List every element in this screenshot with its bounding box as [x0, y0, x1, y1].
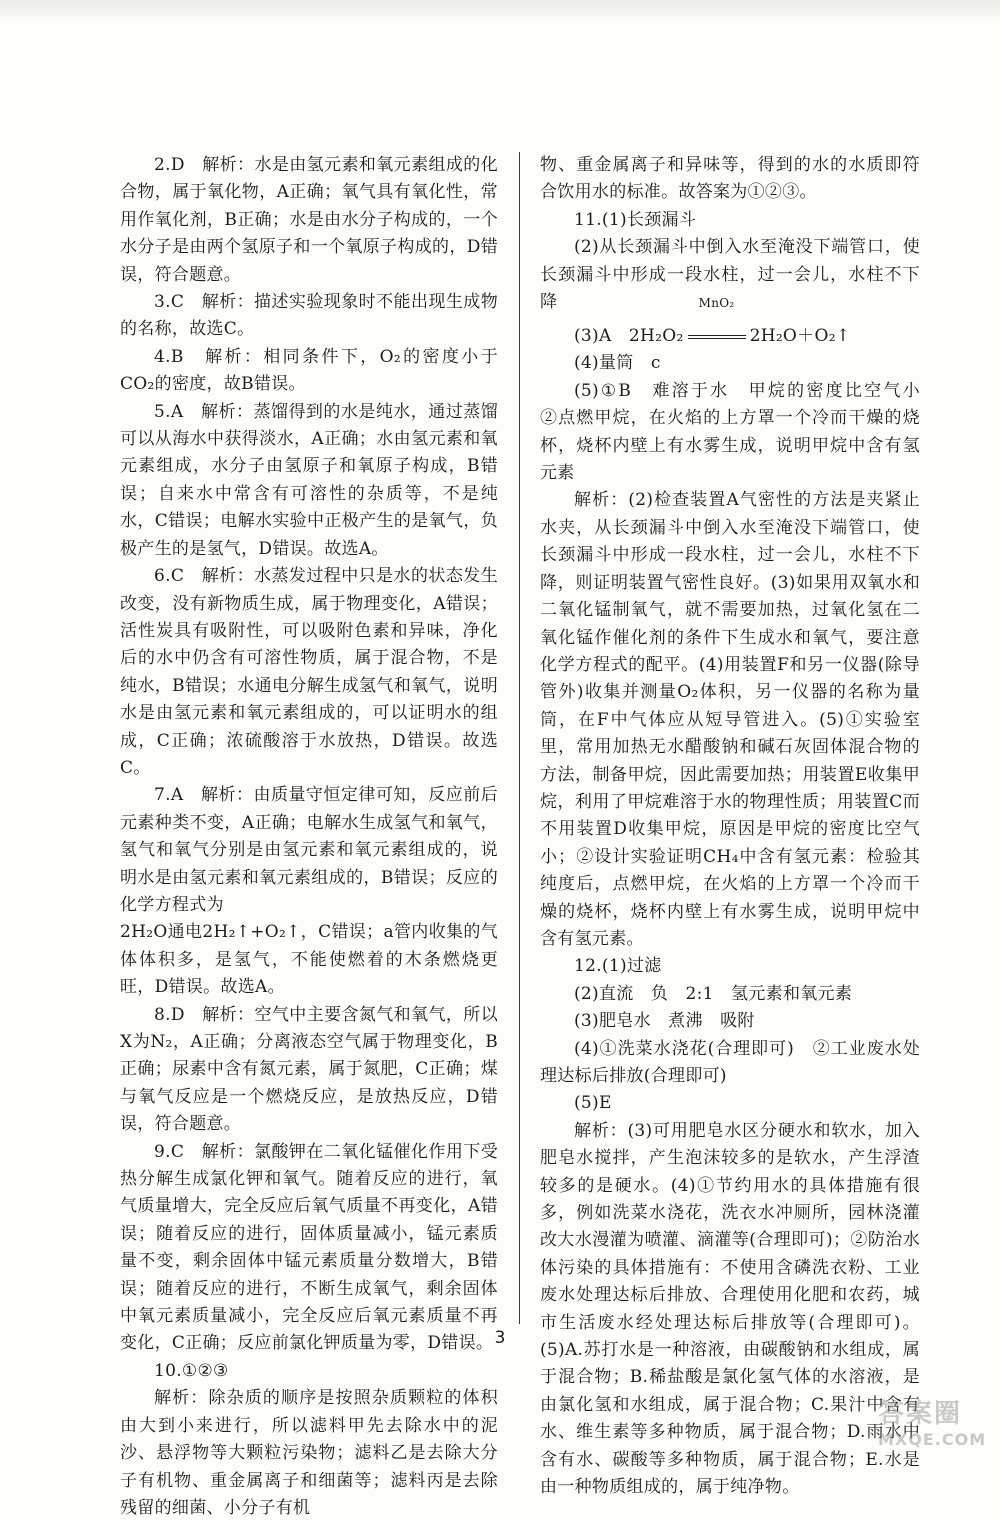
answer-q11-5: (5)①B 难溶于水 甲烷的密度比空气小 ②点燃甲烷，在火焰的上方罩一个冷而干燥的烧杯，烧杯内壁上有水雾生成，说明甲烷中含有氢元素: [540, 380, 938, 484]
equation-arrow: [684, 296, 750, 356]
column-divider: [519, 152, 520, 1324]
answer-q12-explanation: 解析：(3)可用肥皂水区分硬水和软水，加入肥皂水搅拌，产生泡沫较多的是软水，产生浮渣较多的是硬水。(4)①节约用水的具体措施有很多，例如洗菜水浇花，洗衣水冲厕所，园林浇灌改大水漫灌为喷灌、滴灌等(合理即可)；②防治水体污染的具体措施有：不使用含磷洗衣粉、工业废水处理达标后排放、合理使用化肥和农药，城市生活废水经处理达标后排放等(合理即可)。(5)A.苏打水是一种溶液，由碳酸钠和水组成，属于混合物；B.稀盐酸是氯化氢气体的水溶液，是由氯化氢和水组成，属于混合物；C.果汁中含有水、维生素等多种物质，属于混合物；D.雨水中含有水、碳酸等多种物质，属于混合物；E.水是由一种物质组成的，属于纯净物。: [540, 1120, 920, 1498]
answer-q2: 2.D 解析：水是由氢元素和氧元素组成的化合物，属于氧化物，A正确；氧气具有氧化性，常用作氧化剂，B正确；水是由水分子构成的，一个水分子是由两个氢原子和一个氧原子构成的，D错误，符合题意。: [120, 155, 498, 285]
answer-q11-4: (4)量筒 c: [574, 353, 661, 374]
watermark-site-text: MXQE.COM: [878, 1430, 987, 1449]
equation-products: 2H₂O＋O₂↑: [749, 326, 851, 347]
answer-q9: 9.C 解析：氯酸钾在二氧化锰催化作用下受热分解生成氯化钾和氧气。随着反应的进行，氧气质量增大，完全反应后氧气质量不再变化，A错误；随着反应的进行，固体质量减小，锰元素质量不变，剩余固体中锰元素质量分数增大，B错误；随着反应的进行，不断生成氧气，剩余固体中氧元素质量减小，完全反应后氧元素质量不再变化，C正确；反应前氯化钾质量为零，D错误。: [120, 1141, 498, 1354]
answer-q7-part2: 2H₂O通电2H₂↑+O₂↑，C错误；a管内收集的气体体积多，是氢气，不能使燃着的木条燃烧更旺，D错误。故选A。: [120, 922, 498, 998]
answer-q12-1: 12.(1)过滤: [574, 956, 662, 977]
answer-q10-explanation: 解析：除杂质的顺序是按照杂质颗粒的体积由大到小来进行，所以滤料甲先去除水中的泥沙、悬浮物等大颗粒污染物；滤料乙是去除大分子有机物、重金属离子和细菌等；滤料丙是去除残留的细菌、小分子有机: [120, 1388, 498, 1518]
left-column: [120, 152, 498, 1522]
answer-q7-part1: 7.A 解析：由质量守恒定律可知，反应前后元素种类不变，A正确；电解水生成氢气和氧气，氢气和氧气分别是由氢元素和氧元素组成的，说明水是由氢元素和氧元素组成的，B错误；反应的化学方程式为: [120, 785, 498, 915]
answer-q11-explanation: 解析：(2)检查装置A气密性的方法是夹紧止水夹，从长颈漏斗中倒入水至淹没下端管口，使长颈漏斗中形成一段水柱，过一会儿，水柱不下降，则证明装置气密性良好。(3)如果用双氧水和二氧化锰制氧气，就不需要加热，过氧化氢在二氧化锰作催化剂的条件下生成水和氧气，要注意化学方程式的配平。(4)用装置F和另一仪器(除导管外)收集并测量O₂体积，另一仪器的名称为量筒，在F中气体应从短导管进入。(5)①实验室里，常用加热无水醋酸钠和碱石灰固体混合物的方法，制备甲烷，因此需要加热；用装置E收集甲烷，利用了甲烷难溶于水的物理性质；用装置C而不用装置D收集甲烷，原因是甲烷的密度比空气小；②设计实验证明CH₄中含有氢元素：检验其纯度后，点燃甲烷，在火焰的上方罩一个冷而干燥的烧杯，烧杯内壁上有水雾生成，说明甲烷中含有氢元素。: [540, 490, 920, 949]
equation-equal-sign: [688, 335, 746, 339]
answer-q3: 3.C 解析：描述实验现象时不能出现生成物的名称，故选C。: [120, 292, 498, 340]
answer-q11-3-equation: [540, 296, 920, 350]
watermark-logo-text: 答案圈: [878, 1399, 963, 1429]
answer-q8: 8.D 解析：空气中主要含氮气和氧气，所以X为N₂，A正确；分离液态空气属于物理变化，B正确；尿素中含有氮元素，属于氮肥，C正确；煤与氧气反应是一个燃烧反应，是放热反应，D错误，符合题意。: [120, 1004, 498, 1135]
answer-q12-3: (3)肥皂水 煮沸 吸附: [574, 1011, 755, 1032]
equation-reactants: (3)A 2H₂O₂: [574, 326, 684, 347]
answer-q11-1: 11.(1)长颈漏斗: [574, 209, 697, 230]
answer-q12-2: (2)直流 负 2:1 氢元素和氧元素: [574, 983, 853, 1004]
scan-top-edge: [0, 0, 1000, 22]
answer-q12-5: (5)E: [574, 1093, 612, 1114]
equation-catalyst: MnO₂: [698, 296, 735, 311]
answer-q4: 4.B 解析：相同条件下，O₂的密度小于CO₂的密度，故B错误。: [120, 346, 498, 395]
answer-q6: 6.C 解析：水蒸发过程中只是水的状态发生改变，没有新物质生成，属于物理变化，A错误；活性炭具有吸附性，可以吸附色素和异味，净化后的水中仍含有可溶性物质，属于混合物，不是纯水，B错误；水通电分解生成氢气和氧气，说明水是由氢元素和氧元素组成的，可以证明水的组成，C正确；浓硫酸溶于水放热，D错误。故选C。: [120, 566, 498, 778]
answer-q10-continued: 物、重金属离子和异味等，得到的水的水质即符合饮用水的标准。故答案为①②③。: [540, 155, 920, 203]
watermark-logo: [878, 1393, 988, 1449]
answer-q5: 5.A 解析：蒸馏得到的水是纯水，通过蒸馏可以从海水中获得淡水，A正确；水由氢元素和氧元素组成，水分子由氢原子和氧原子构成，B错误；自来水中常含有可溶性的杂质等，不是纯水，C错误；电解水实验中正极产生的是氧气，负极产生的是氢气，D错误。故选A。: [120, 401, 498, 559]
page-number: 3: [494, 1328, 506, 1348]
answer-q11-2: (2)从长颈漏斗中倒入水至淹没下端管口，使长颈漏斗中形成一段水柱，过一会儿，水柱不下降: [540, 237, 920, 313]
answer-q10-label: 10.①②③: [154, 1360, 229, 1381]
answer-q12-4: (4)①洗菜水浇花(合理即可) ②工业废水处理达标后排放(合理即可): [540, 1038, 920, 1086]
